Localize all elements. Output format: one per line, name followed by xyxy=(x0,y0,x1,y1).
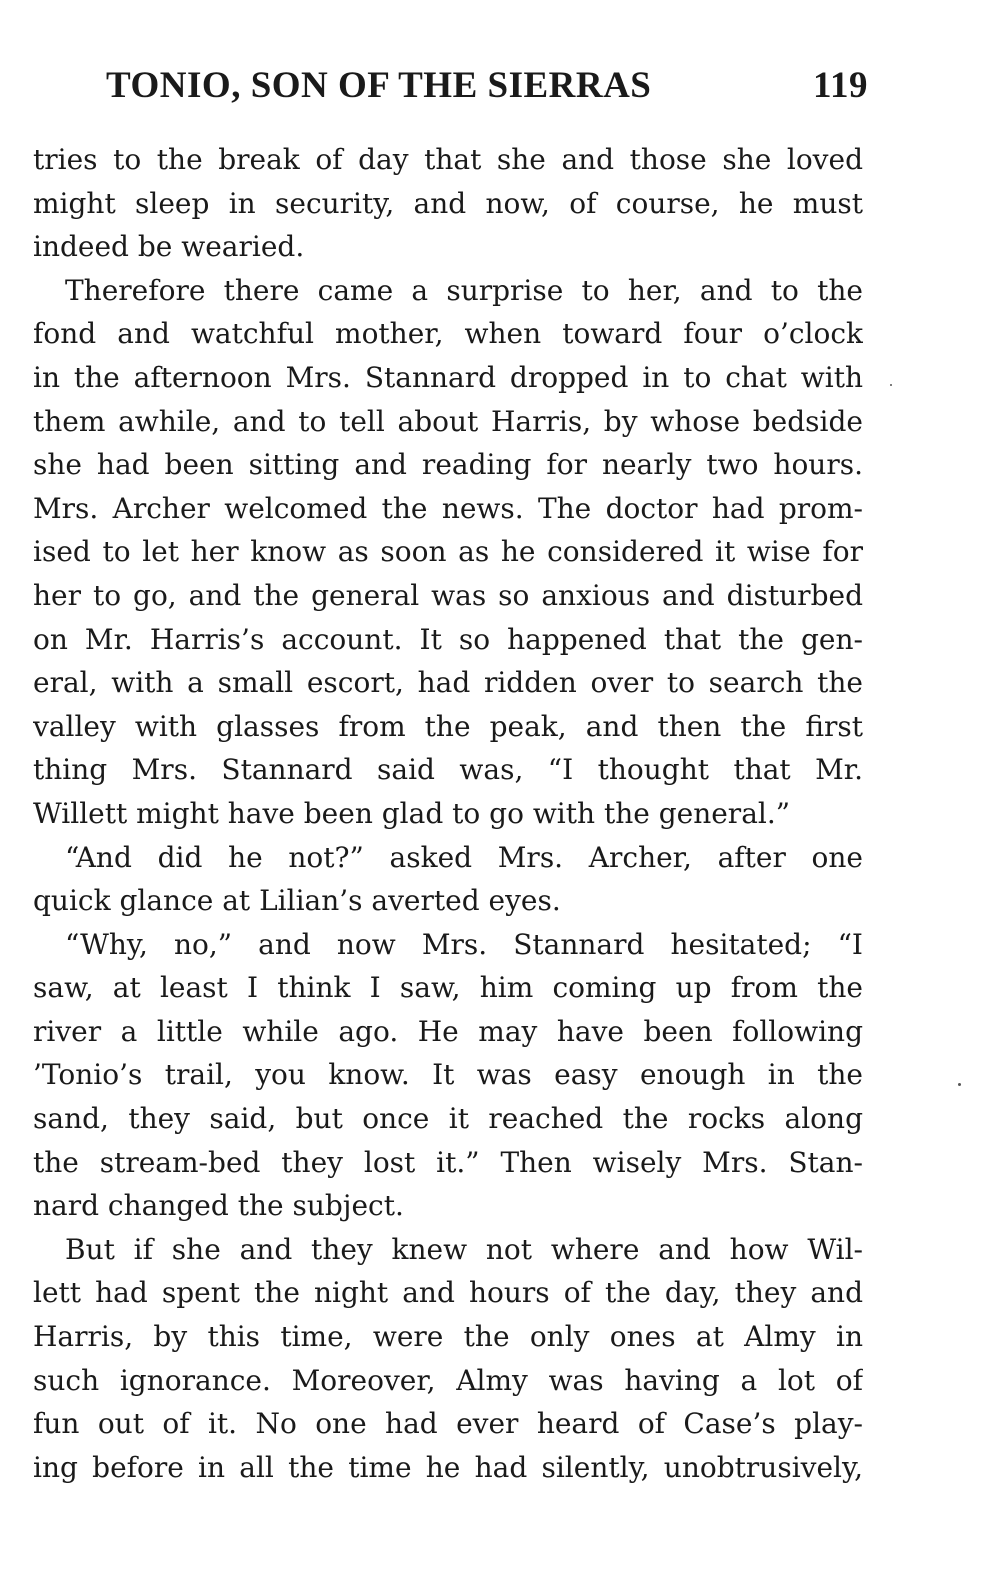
text-line: “Why, no,” and now Mrs. Stannard hesitated; “I xyxy=(65,927,863,961)
text-line: saw, at least I think I saw, him coming up from the xyxy=(33,971,863,1005)
page-number: 119 xyxy=(813,64,868,106)
text-line: ing before in all the time he had silently, unobtrusively, xyxy=(33,1450,863,1484)
text-line: Therefore there came a surprise to her, and to the xyxy=(65,273,863,307)
text-line: “And did he not?” asked Mrs. Archer, after one xyxy=(65,840,863,874)
text-line: Harris, by this time, were the only ones at Almy in xyxy=(33,1320,863,1354)
text-line: Mrs. Archer welcomed the news. The doctor had prom- xyxy=(33,491,863,525)
text-line: on Mr. Harris’s account. It so happened that the gen- xyxy=(33,622,863,656)
margin-speck xyxy=(890,384,892,386)
text-line: fun out of it. No one had ever heard of Case’s play- xyxy=(33,1407,863,1441)
text-line: her to go, and the general was so anxious and disturbed xyxy=(33,578,863,612)
text-line: them awhile, and to tell about Harris, by whose bedside xyxy=(33,404,863,438)
text-line: valley with glasses from the peak, and then the first xyxy=(33,709,863,743)
text-line: ’Tonio’s trail, you know. It was easy enough in the xyxy=(33,1058,863,1092)
text-line: she had been sitting and reading for nearly two hours. xyxy=(33,448,863,482)
text-line: indeed be wearied. xyxy=(33,230,305,264)
text-line: Willett might have been glad to go with the general.” xyxy=(33,796,791,830)
text-line: thing Mrs. Stannard said was, “I thought that Mr. xyxy=(33,753,863,787)
text-line: eral, with a small escort, had ridden over to search the xyxy=(33,666,863,700)
body-text xyxy=(33,138,863,1489)
margin-speck xyxy=(958,1083,961,1086)
text-line: tries to the break of day that she and those she loved xyxy=(33,143,863,176)
text-line: river a little while ago. He may have been following xyxy=(33,1014,863,1048)
text-line: But if she and they knew not where and how Wil- xyxy=(65,1232,863,1266)
text-line: quick glance at Lilian’s averted eyes. xyxy=(33,884,561,918)
text-line: lett had spent the night and hours of the day, they and xyxy=(33,1276,863,1310)
text-line: fond and watchful mother, when toward four o’clock xyxy=(33,317,863,351)
text-line: sand, they said, but once it reached the rocks along xyxy=(33,1102,863,1136)
running-head-title: TONIO, SON OF THE SIERRAS xyxy=(106,64,652,106)
text-line: ised to let her know as soon as he considered it wise for xyxy=(33,535,863,569)
text-line: in the afternoon Mrs. Stannard dropped in to chat with xyxy=(33,360,863,394)
text-line: such ignorance. Moreover, Almy was having a lot of xyxy=(33,1363,863,1397)
text-line: the stream-bed they lost it.” Then wisely Mrs. Stan- xyxy=(33,1145,863,1179)
text-line: might sleep in security, and now, of course, he must xyxy=(33,186,863,220)
running-head xyxy=(106,60,868,110)
text-line: nard changed the subject. xyxy=(33,1189,404,1223)
